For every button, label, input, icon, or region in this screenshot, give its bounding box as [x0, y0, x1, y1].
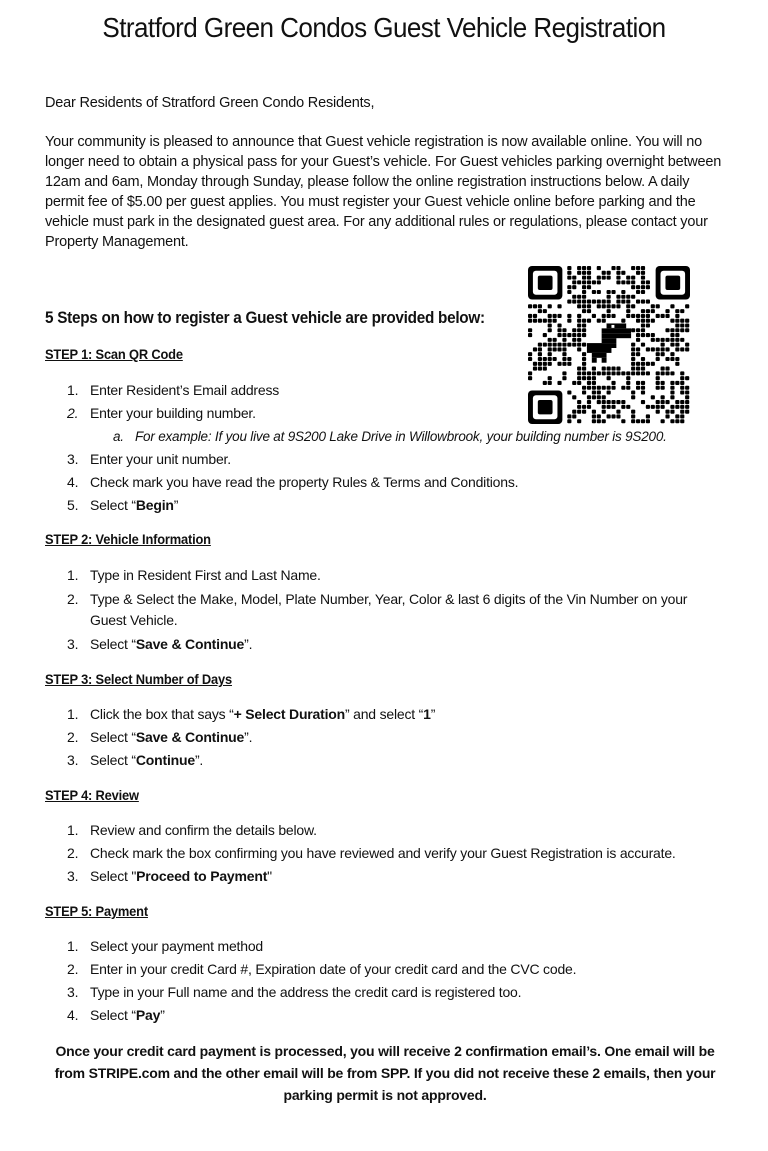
step3-title: STEP 3: Select Number of Days [45, 671, 232, 687]
step5-list [45, 935, 725, 1027]
step4-list [45, 819, 725, 888]
list-item: 2. Enter your building number. [67, 405, 256, 421]
list-item: 4. Check mark you have read the property Rules & Terms and Conditions. [67, 474, 519, 490]
step3-list [45, 703, 725, 772]
step2-list [45, 564, 725, 656]
step4-title: STEP 4: Review [45, 787, 139, 803]
list-item: 3. Select “Continue”. [67, 752, 204, 768]
page-title: Stratford Green Condos Guest Vehicle Registration [102, 12, 666, 43]
list-item: 2. Enter in your credit Card #, Expiration date of your credit card and the CVC code. [67, 961, 577, 977]
list-item: 2. Check mark the box confirming you have reviewed and verify your Guest Registration is accurate. [67, 845, 676, 861]
step1-list [45, 379, 725, 517]
final-note: Once your credit card payment is processed, you will receive 2 confirmation email’s. One email will be from STRIPE.com and the other email will be from SPP. If you did not receive these 2 emails, then your parking permit is not approved. [54, 1043, 716, 1103]
greeting: Dear Residents of Stratford Green Condo Residents, [45, 95, 375, 111]
list-item: 1. Select your payment method [67, 938, 264, 954]
list-item: 2. Select “Save & Continue”. [67, 729, 253, 745]
list-item: 3. Type in your Full name and the address the credit card is registered too. [67, 984, 522, 1000]
list-subitem: a. For example: If you live at 9S200 Lake Drive in Willowbrook, your building number is 9S200. [113, 429, 667, 444]
step1-title: STEP 1: Scan QR Code [45, 346, 183, 362]
list-item: 1. Enter Resident’s Email address [67, 382, 280, 398]
steps-heading: 5 Steps on how to register a Guest vehicle are provided below: [45, 308, 485, 327]
list-item: 1. Click the box that says “+ Select Duration” and select “1” [67, 706, 436, 722]
list-item: 3. Select “Save & Continue”. [67, 636, 253, 652]
intro-paragraph: Your community is pleased to announce that Guest vehicle registration is now available online. You will no longer need to obtain a physical pass for your Guest’s vehicle. For Guest vehicles parking overnight between 12am and 6am, Monday through Sunday, please follow the online registration instructions below. A daily permit fee of $5.00 per guest applies. You must register your Guest vehicle online before parking and the vehicle must park in the designated guest area. For any additional rules or regulations, please contact your Property Management. [45, 134, 722, 250]
list-item: 2. Type & Select the Make, Model, Plate Number, Year, Color & last 6 digits of the Vin Number on your Guest Vehicle. [67, 591, 688, 628]
list-item: 3. Select "Proceed to Payment" [67, 868, 272, 884]
list-item: 1. Type in Resident First and Last Name. [67, 567, 321, 583]
list-item: 3. Enter your unit number. [67, 451, 231, 467]
step2-title: STEP 2: Vehicle Information [45, 531, 211, 547]
list-item: 1. Review and confirm the details below. [67, 822, 317, 838]
list-item: 5. Select “Begin” [67, 497, 179, 513]
list-item: 4. Select “Pay” [67, 1007, 165, 1023]
step5-title: STEP 5: Payment [45, 903, 148, 919]
